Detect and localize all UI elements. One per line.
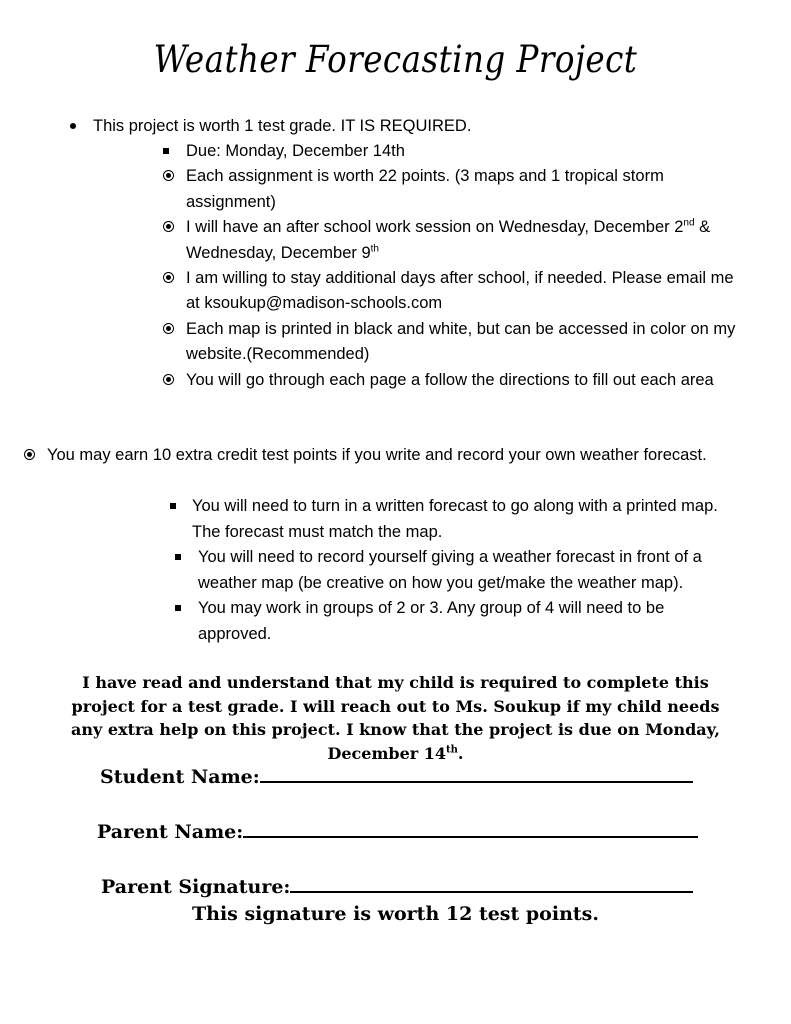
map-text-line2: website.(Recommended): [186, 345, 370, 363]
target-bullet-icon: [163, 265, 174, 291]
signature-points-note: This signature is worth 12 test points.: [192, 903, 599, 925]
parent-name-label: Parent Name:: [97, 821, 244, 843]
groups-text-line1: You may work in groups of 2 or 3. Any group of 4 will need to be: [198, 599, 665, 617]
acknowledgement-statement: [40, 671, 751, 765]
email-text: at ksoukup@madison-schools.com: [186, 294, 443, 312]
stay-text-line1: I am willing to stay additional days after school, if needed. Please email me: [186, 269, 734, 287]
bullet-icon: [70, 113, 76, 139]
student-name-label: Student Name:: [100, 766, 260, 788]
statement-line: I have read and understand that my child is required to complete this: [82, 673, 709, 692]
record-text-line1: You will need to record yourself giving a weather forecast in front of a: [198, 548, 702, 566]
parent-signature-field[interactable]: [290, 890, 693, 893]
statement-line: any extra help on this project. I know that the project is due on Monday,: [71, 720, 720, 739]
points-text-line2: assignment): [186, 193, 276, 211]
target-bullet-icon: [163, 316, 174, 342]
points-text-line1: Each assignment is worth 22 points. (3 maps and 1 tropical storm: [186, 167, 664, 185]
target-bullet-icon: [24, 442, 35, 468]
student-name-row: [100, 766, 693, 788]
pages-text: You will go through each page a follow the directions to fill out each area: [186, 371, 714, 389]
target-bullet-icon: [163, 163, 174, 189]
parent-name-row: [97, 821, 698, 843]
square-bullet-icon: [163, 138, 169, 164]
due-date-text: Due: Monday, December 14th: [186, 142, 405, 160]
parent-signature-label: Parent Signature:: [101, 876, 291, 898]
intro-text: This project is worth 1 test grade. IT IS REQUIRED.: [93, 117, 472, 135]
groups-text-line2: approved.: [198, 625, 272, 643]
square-bullet-icon: [175, 544, 181, 570]
page-title: Weather Forecasting Project: [153, 38, 638, 81]
extra-credit-heading: You may earn 10 extra credit test points if you write and record your own weather forecast.: [47, 446, 707, 464]
map-text-line1: Each map is printed in black and white, but can be accessed in color on my: [186, 320, 736, 338]
square-bullet-icon: [170, 493, 176, 519]
parent-signature-row: [101, 876, 693, 898]
parent-name-field[interactable]: [243, 835, 698, 838]
statement-line: project for a test grade. I will reach out to Ms. Soukup if my child needs: [71, 696, 720, 716]
student-name-field[interactable]: [260, 780, 693, 783]
square-bullet-icon: [175, 595, 181, 621]
written-text-line2: The forecast must match the map.: [192, 523, 443, 541]
record-text-line2: weather map (be creative on how you get/make the weather map).: [198, 574, 684, 592]
written-text-line1: You will need to turn in a written forecast to go along with a printed map.: [192, 497, 718, 515]
target-bullet-icon: [163, 214, 174, 240]
target-bullet-icon: [163, 367, 174, 393]
session-text-line1: I will have an after school work session on Wednesday, December 2nd &: [186, 217, 711, 236]
session-text-line2: Wednesday, December 9th: [186, 243, 379, 262]
statement-line: December 14th.: [327, 743, 464, 763]
